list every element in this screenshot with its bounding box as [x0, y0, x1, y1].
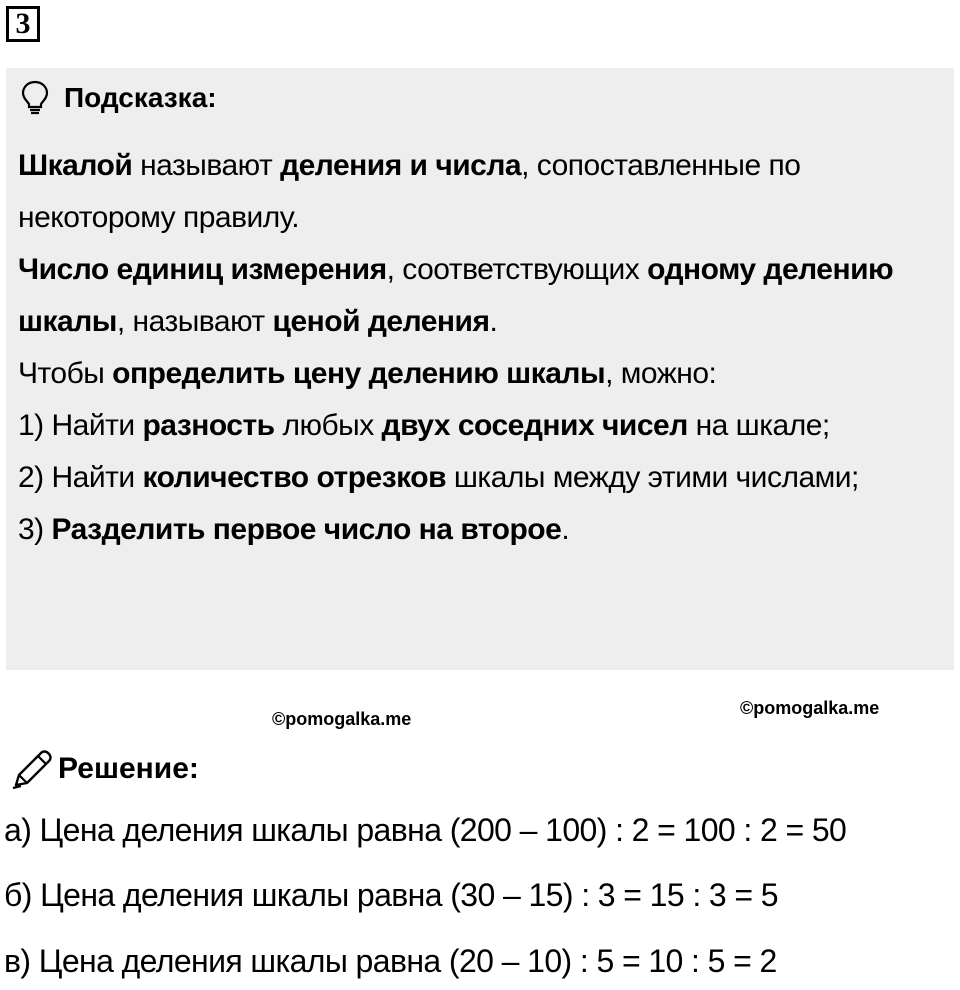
hint-paragraph	[18, 400, 943, 452]
hint-paragraph	[18, 504, 943, 556]
hint-text-run: Чтобы	[18, 357, 113, 390]
hint-bold-text: одному делению шкалы	[18, 253, 894, 338]
solution-line: б) Цена деления шкалы равна (30 – 15) : 3 = 15 : 3 = 5	[4, 877, 778, 913]
hint-paragraph	[18, 348, 943, 400]
pencil-icon	[10, 748, 54, 790]
hint-text-run: шкалы между этими числами;	[446, 461, 859, 494]
hint-text-run: .	[561, 513, 570, 546]
hint-bold-text: Разделить первое число на второе	[51, 513, 562, 546]
hint-header	[20, 78, 217, 118]
solution-header	[10, 746, 199, 792]
watermark: ©pomogalka.me	[272, 709, 412, 729]
hint-bold-text: Число единиц измерения	[18, 253, 387, 286]
hint-title: Подсказка:	[64, 82, 217, 113]
lightbulb-icon	[20, 80, 50, 116]
hint-paragraph	[18, 452, 943, 504]
hint-text-run: , можно:	[605, 357, 717, 390]
solution-title: Решение:	[58, 752, 199, 785]
hint-text-run: 2) Найти	[18, 461, 143, 494]
solution-line: в) Цена деления шкалы равна (20 – 10) : 5 = 10 : 5 = 2	[4, 943, 777, 979]
hint-text-run: на шкале;	[687, 409, 830, 442]
hint-bold-text: двух соседних чисел	[381, 409, 688, 442]
hint-box	[6, 68, 954, 670]
hint-paragraph	[18, 140, 943, 244]
solution-line: а) Цена деления шкалы равна (200 – 100) : 2 = 100 : 2 = 50	[4, 812, 847, 848]
watermark: ©pomogalka.me	[740, 698, 880, 718]
hint-paragraph	[18, 244, 943, 348]
hint-bold-text: Шкалой	[18, 149, 133, 182]
hint-bold-text: деления и числа	[280, 149, 522, 182]
hint-text-run: 3)	[18, 513, 52, 546]
hint-bold-text: ценой деления	[272, 305, 490, 338]
hint-text-run: 1) Найти	[18, 409, 143, 442]
hint-text-run: называют	[132, 149, 281, 182]
hint-bold-text: количество отрезков	[142, 461, 447, 494]
hint-text-run: .	[489, 305, 498, 338]
hint-text	[18, 140, 943, 556]
hint-text-run: , называют	[116, 305, 273, 338]
hint-text-run: любых	[274, 409, 382, 442]
hint-bold-text: разность	[142, 409, 275, 442]
hint-text-run: , соответствующих	[386, 253, 648, 286]
task-number: 3	[6, 6, 40, 42]
hint-text-run: , сопоставленные по некоторому правилу.	[18, 149, 801, 234]
hint-bold-text: определить цену делению шкалы	[112, 357, 606, 390]
